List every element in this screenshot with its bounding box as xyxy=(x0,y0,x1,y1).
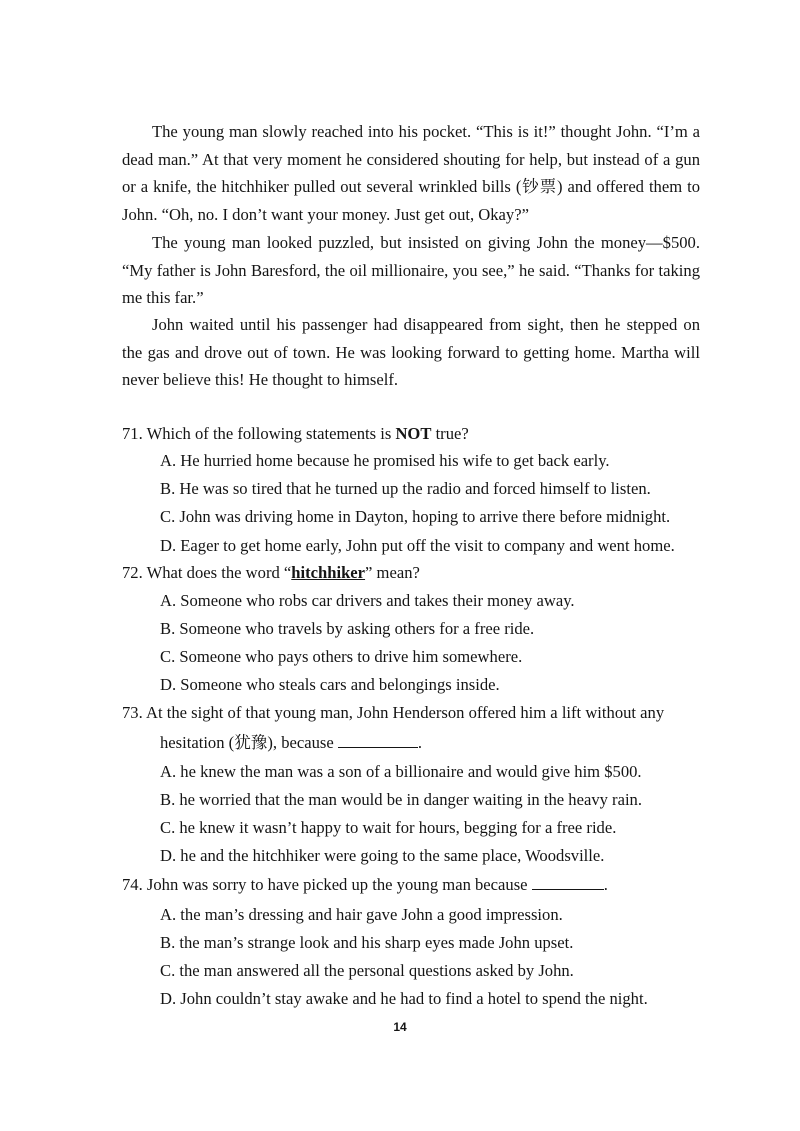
question-72-option-b: B. Someone who travels by asking others for a free ride. xyxy=(160,619,535,638)
passage-paragraph-3 xyxy=(122,311,700,394)
question-71-text-end: true? xyxy=(431,424,469,443)
passage-paragraph-1 xyxy=(122,118,700,228)
question-74-option-b: B. the man’s strange look and his sharp eyes made John upset. xyxy=(160,933,574,952)
question-73-text: 73. At the sight of that young man, John Henderson offered him a lift without any xyxy=(122,703,665,722)
question-71-option-d: D. Eager to get home early, John put off the visit to company and went home. xyxy=(160,536,675,555)
page-number: 14 xyxy=(393,1020,407,1034)
question-74-period: . xyxy=(603,875,608,894)
question-73-option-d: D. he and the hitchhiker were going to the same place, Woodsville. xyxy=(160,846,605,865)
passage-text-2: The young man looked puzzled, but insisted on giving John the money—$500. “My father is John Baresford, the oil millionaire, you see,” he said. “Thanks for taking me this far.” xyxy=(122,233,700,307)
question-73-option-a: A. he knew the man was a son of a billionaire and would give him $500. xyxy=(160,762,642,781)
question-71-text: 71. Which of the following statements is xyxy=(122,424,396,443)
passage-paragraph-2 xyxy=(122,229,700,312)
question-74-option-a: A. the man’s dressing and hair gave John a good impression. xyxy=(160,905,563,924)
question-71-keyword: NOT xyxy=(395,424,432,443)
question-72-option-a: A. Someone who robs car drivers and takes their money away. xyxy=(160,591,575,610)
passage-text-1: The young man slowly reached into his pocket. “This is it!” thought John. “I’m a dead man.” At that very moment he considered shouting for help, but instead of a gun or a knife, the hitchhiker pulled out several wrinkled bills (钞票) and offered them to John. “Oh, no. I don’t want your money. Just get out, Okay?” xyxy=(122,122,700,224)
question-72-option-d: D. Someone who steals cars and belongings inside. xyxy=(160,675,500,694)
question-74-text: 74. John was sorry to have picked up the young man because xyxy=(122,875,528,894)
answer-blank-73 xyxy=(338,733,418,748)
question-73-option-c: C. he knew it wasn’t happy to wait for hours, begging for a free ride. xyxy=(160,818,617,837)
question-71-option-c: C. John was driving home in Dayton, hoping to arrive there before midnight. xyxy=(160,507,671,526)
question-73-period: . xyxy=(417,733,423,752)
question-73-text-line-2: hesitation (犹豫), because xyxy=(160,733,334,752)
question-71-option-a: A. He hurried home because he promised his wife to get back early. xyxy=(160,451,610,470)
question-71-option-b: B. He was so tired that he turned up the radio and forced himself to listen. xyxy=(160,479,651,498)
question-72-keyword: hitchhiker xyxy=(291,563,366,582)
question-72-text: 72. What does the word “ xyxy=(122,563,292,582)
question-74-option-d: D. John couldn’t stay awake and he had to find a hotel to spend the night. xyxy=(160,989,648,1008)
passage-text-3: John waited until his passenger had disappeared from sight, then he stepped on the gas and drove out of town. He was looking forward to getting home. Martha will never believe this! He thought to himself. xyxy=(122,315,700,389)
question-72-option-c: C. Someone who pays others to drive him somewhere. xyxy=(160,647,523,666)
question-74-option-c: C. the man answered all the personal questions asked by John. xyxy=(160,961,574,980)
question-72-text-end: ” mean? xyxy=(365,563,420,582)
answer-blank-74 xyxy=(532,875,604,890)
question-73-option-b: B. he worried that the man would be in danger waiting in the heavy rain. xyxy=(160,790,643,809)
